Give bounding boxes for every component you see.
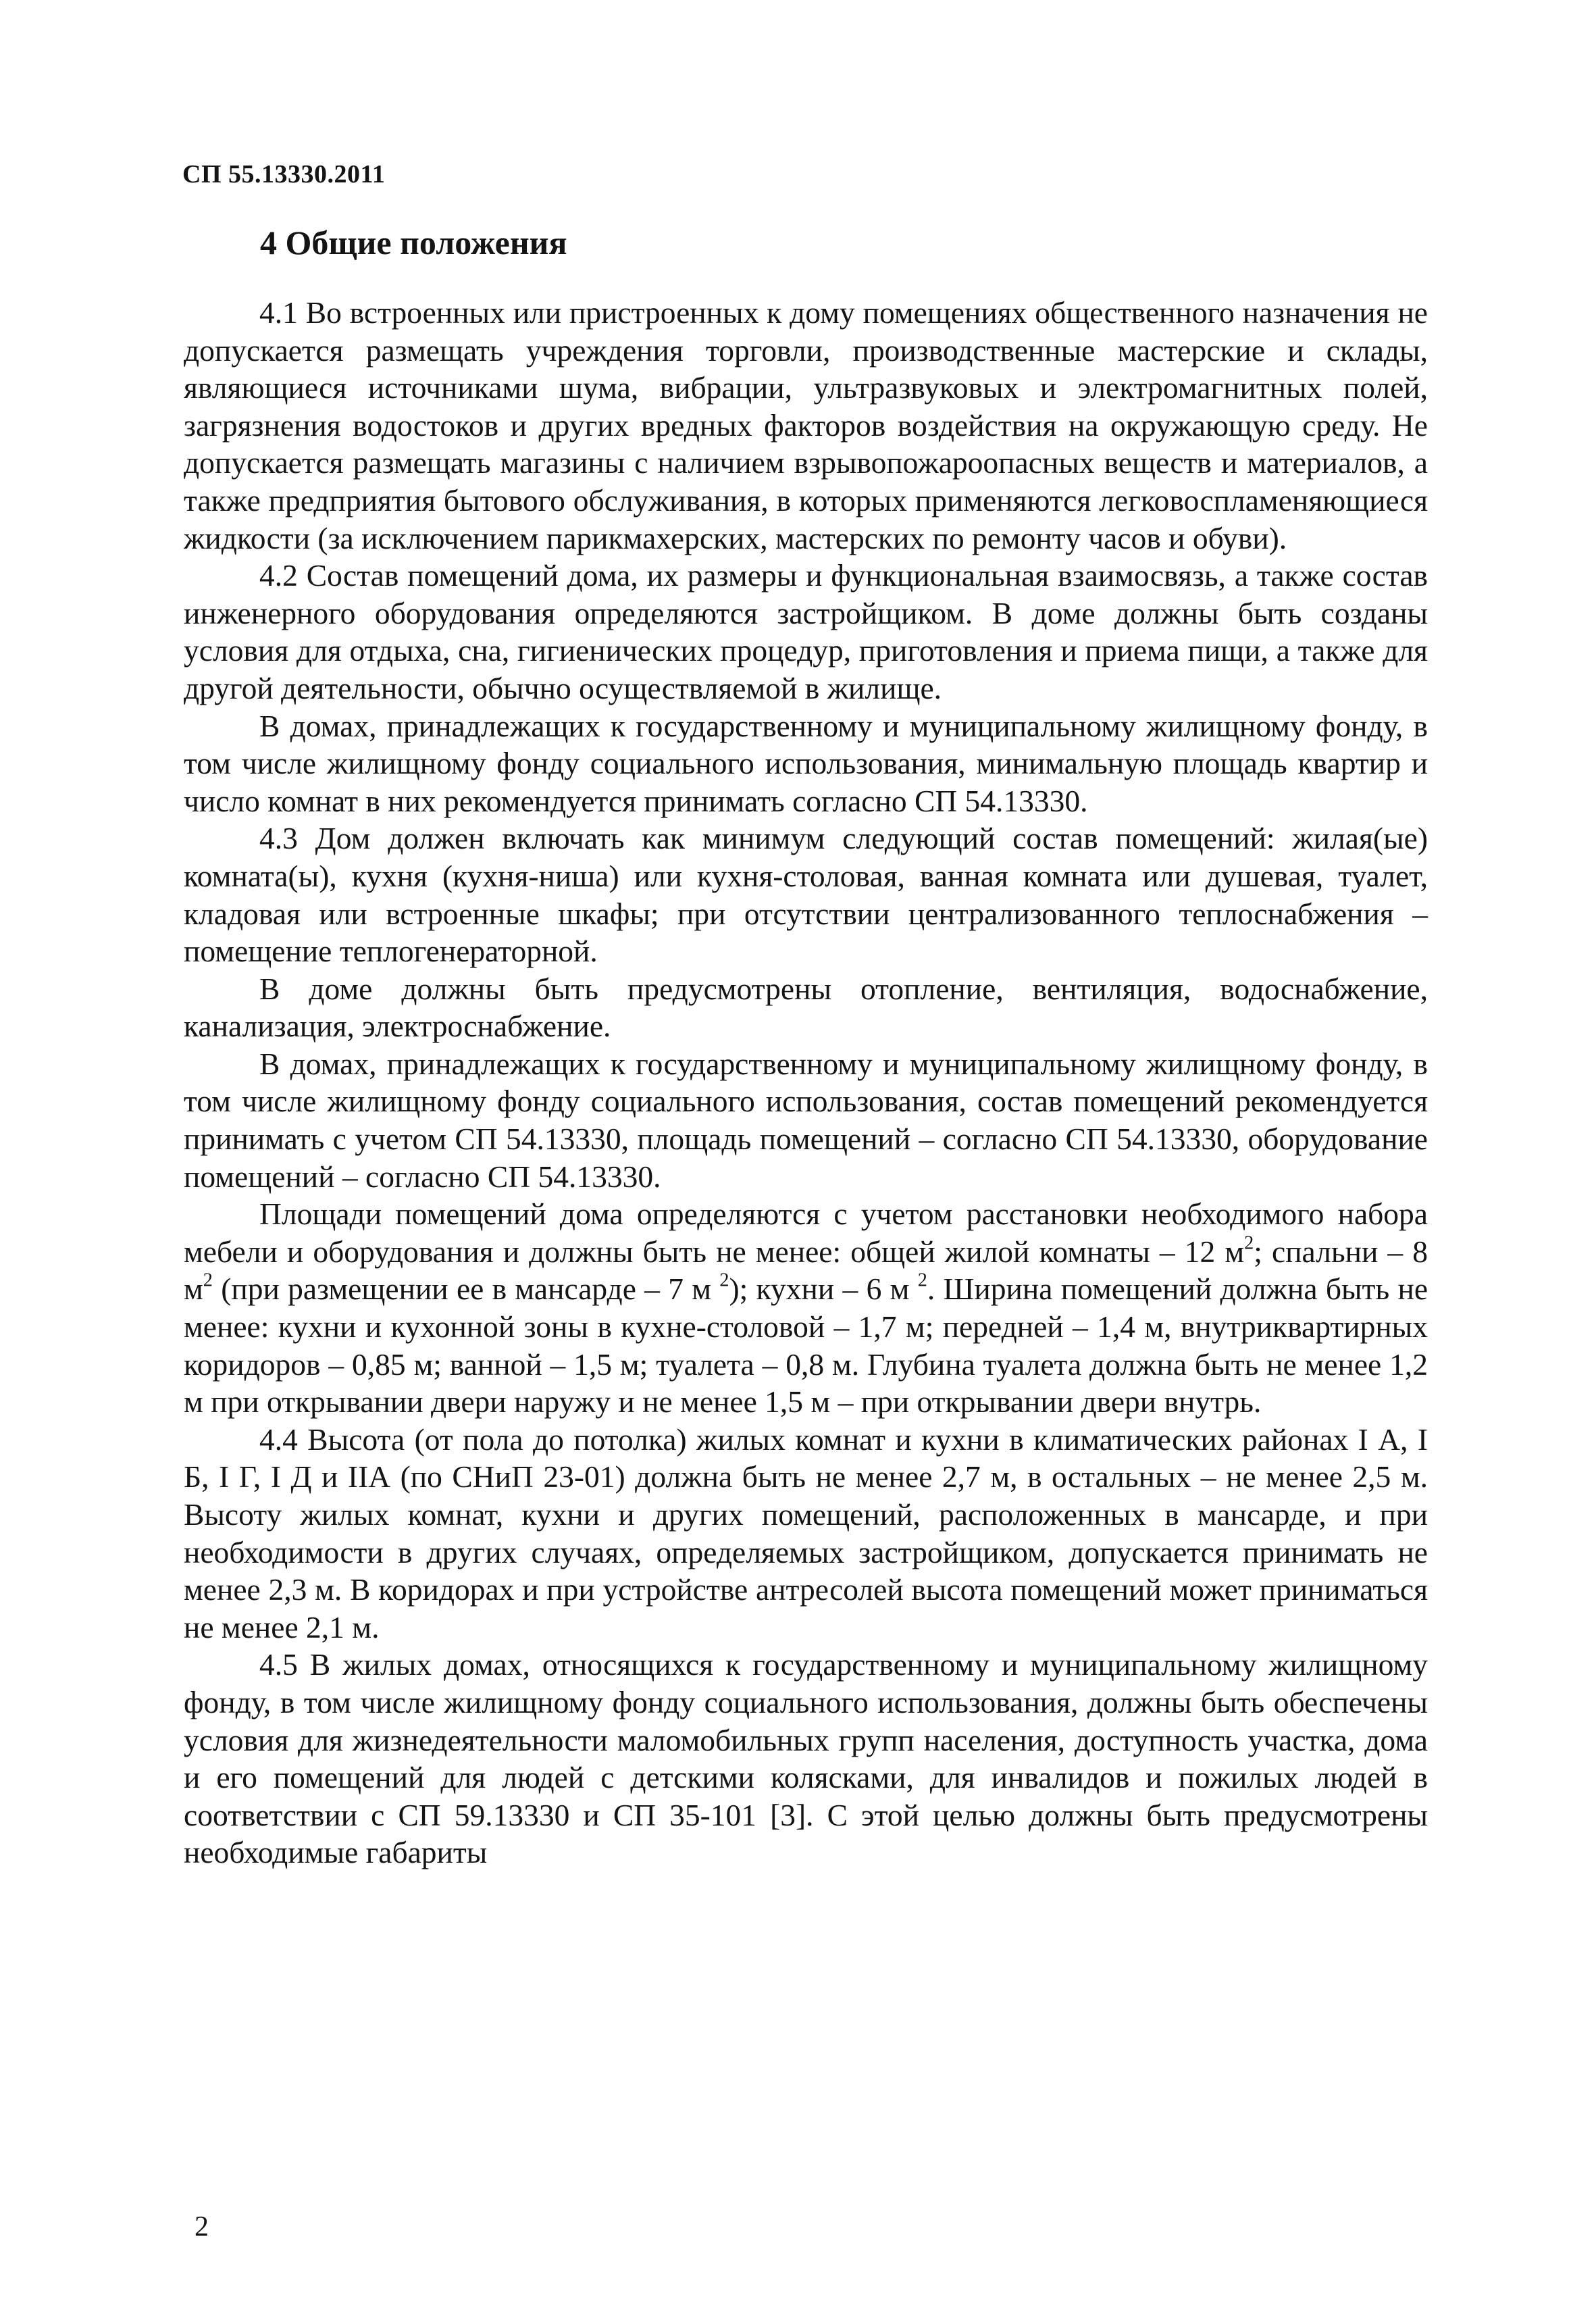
- paragraph-4-3-utilities: В доме должны быть предусмотрены отопление, вентиляция, водоснабжение, канализация, электроснабжение.: [184, 971, 1428, 1044]
- text-segment: ); кухни – 6 м: [729, 1272, 918, 1307]
- text-segment: Площади помещений дома определяются с учетом расстановки необходимого набора мебели и оборудования и должны быть не менее: общей жилой комнаты – 12 м: [184, 1197, 1428, 1269]
- superscript: 2: [719, 1269, 729, 1291]
- text-segment: ; спальни – 8 м: [184, 1234, 1428, 1307]
- paragraph-4-3-room-areas: [184, 1195, 1428, 1421]
- superscript: 2: [1244, 1232, 1254, 1254]
- document-body: [184, 294, 1428, 1871]
- superscript: 2: [203, 1269, 213, 1291]
- paragraph-4-1: 4.1 Во встроенных или пристроенных к дому помещениях общественного назначения не допускается размещать учреждения торговли, производственные мастерские и склады, являющиеся источниками шума, вибрации, ультразвуковых и электромагнитных полей, загрязнения водостоков и других вредных факторов воздействия на окружающую среду. Не допускается размещать магазины с наличием взрывопожароопасных веществ и материалов, а также предприятия бытового обслуживания, в которых применяются легковоспламеняющиеся жидкости (за исключением парикмахерских, мастерских по ремонту часов и обуви).: [184, 295, 1428, 555]
- document-code: СП 55.13330.2011: [182, 160, 386, 188]
- superscript: 2: [917, 1269, 927, 1291]
- paragraph-4-3-state-fund: В домах, принадлежащих к государственному и муниципальному жилищному фонду, в том числе жилищному фонду социального использования, состав помещений рекомендуется принимать с учетом СП 54.13330, площадь помещений – согласно СП 54.13330, оборудование помещений – согласно СП 54.13330.: [184, 1046, 1428, 1194]
- paragraph-4-3: 4.3 Дом должен включать как минимум следующий состав помещений: жилая(ые) комната(ы), кухня (кухня-ниша) или кухня-столовая, ванная комната или душевая, туалет, кладовая или встроенные шкафы; при отсутствии централизованного теплоснабжения – помещение теплогенераторной.: [184, 821, 1428, 969]
- page-number: 2: [195, 2211, 209, 2242]
- text-segment: . Ширина помещений должна быть не менее: кухни и кухонной зоны в кухне-столовой – 1,7 м; передней – 1,4 м, внутриквартирных коридоров – 0,85 м; ванной – 1,5 м; туалета – 0,8 м. Глубина туалета должна быть не менее 1,2 м при открывании двери наружу и не менее 1,5 м – при открывании двери внутрь.: [184, 1272, 1428, 1419]
- text-segment: (при размещении ее в мансарде – 7 м: [212, 1272, 720, 1307]
- paragraph-4-5: 4.5 В жилых домах, относящихся к государственному и муниципальному жилищному фонду, в том числе жилищному фонду социального использования, должны быть обеспечены условия для жизнедеятельности маломобильных групп населения, доступность участка, дома и его помещений для людей с детскими колясками, для инвалидов и пожилых людей в соответствии с СП 59.13330 и СП 35-101 [3]. С этой целью должны быть предусмотрены необходимые габариты: [184, 1647, 1428, 1870]
- paragraph-4-2: 4.2 Состав помещений дома, их размеры и функциональная взаимосвязь, а также состав инженерного оборудования определяются застройщиком. В доме должны быть созданы условия для отдыха, сна, гигиенических процедур, приготовления и приема пищи, а также для другой деятельности, обычно осуществляемой в жилище.: [184, 558, 1428, 705]
- section-title: 4 Общие положения: [260, 224, 567, 261]
- paragraph-4-4: 4.4 Высота (от пола до потолка) жилых комнат и кухни в климатических районах I А, I Б, I Г, I Д и IIА (по СНиП 23-01) должна быть не менее 2,7 м, в остальных – не менее 2,5 м. Высоту жилых комнат, кухни и других помещений, расположенных в мансарде, и при необходимости в других случаях, определяемых застройщиком, допускается принимать не менее 2,3 м. В коридорах и при устройстве антресолей высота помещений может приниматься не менее 2,1 м.: [184, 1422, 1428, 1644]
- paragraph-4-2-min-area: В домах, принадлежащих к государственному и муниципальному жилищному фонду, в том числе жилищному фонду социального использования, минимальную площадь квартир и число комнат в них рекомендуется принимать согласно СП 54.13330.: [184, 708, 1428, 818]
